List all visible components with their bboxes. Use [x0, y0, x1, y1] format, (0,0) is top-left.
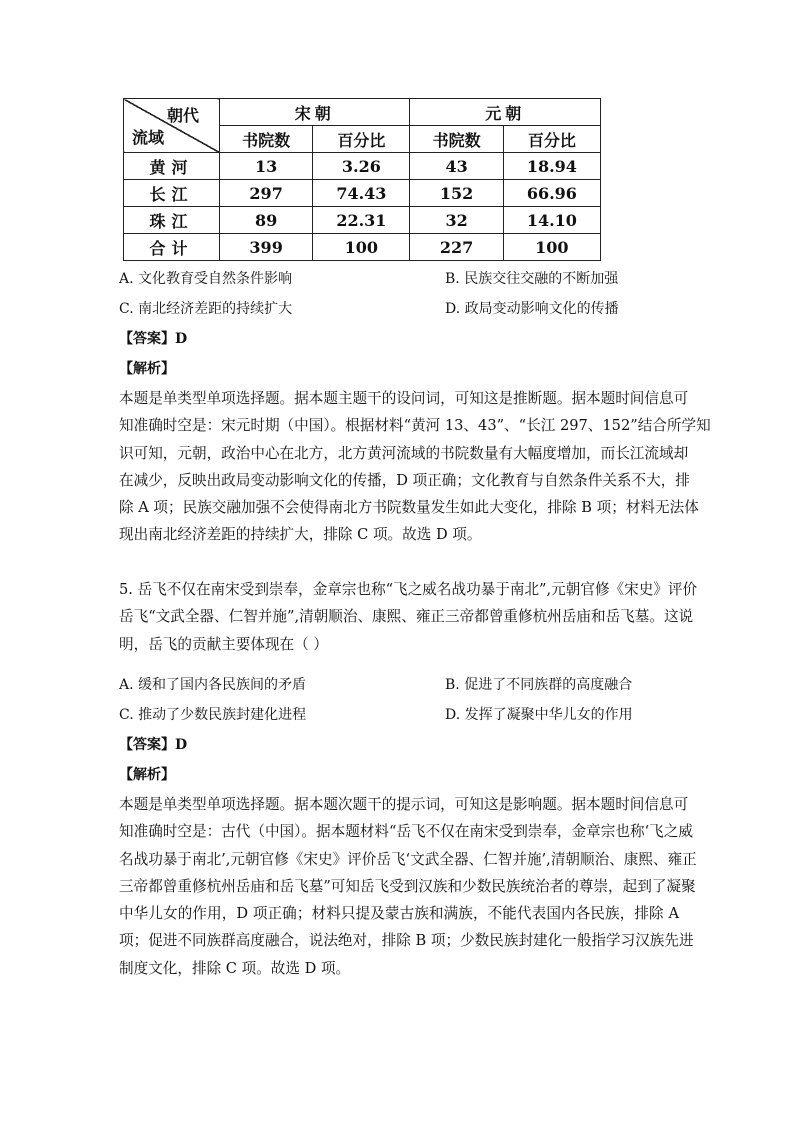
- q4-option-a: A. 文化教育受自然条件影响: [119, 271, 293, 287]
- stem-line: 岳飞“文武全器、仁智并施”,清朝顺治、康熙、雍正三帝都曾重修杭州岳庙和岳飞墓。这说: [119, 608, 694, 626]
- row-label: 合计: [124, 234, 220, 261]
- table-cell: 399: [220, 234, 313, 261]
- table-cell: 66.96: [503, 180, 600, 207]
- q4-analysis: [119, 385, 711, 549]
- analysis-line: 项；促进不同族群高度融合，说法绝对，排除 B 项；少数民族封建化一般指学习汉族先进: [119, 932, 694, 950]
- q5-stem: [119, 576, 698, 658]
- header-river-basin: 流域: [132, 128, 165, 147]
- analysis-line: 识可知，元朝，政治中心在北方，北方黄河流域的书院数量有大幅度增加，而长江流域却: [119, 444, 689, 462]
- q5-option-d: D. 发挥了凝聚中华儿女的作用: [445, 707, 633, 723]
- table-cell: 74.43: [313, 180, 410, 207]
- table-cell: 89: [220, 207, 313, 234]
- q5-option-c: C. 推动了少数民族封建化进程: [119, 707, 307, 723]
- stem-line: 明，岳飞的贡献主要体现在（ ）: [119, 635, 328, 653]
- q4-option-c: C. 南北经济差距的持续扩大: [119, 301, 293, 317]
- table-row: [124, 153, 601, 180]
- subheader-cell: 百分比: [313, 126, 410, 153]
- header-song: 宋朝: [220, 99, 410, 126]
- analysis-line: 除 A 项；民族交融加强不会使得南北方书院数量发生如此大变化，排除 B 项；材料无法体: [119, 499, 699, 517]
- analysis-line: 制度文化，排除 C 项。故选 D 项。: [119, 959, 351, 977]
- table-cell: 100: [503, 234, 600, 261]
- table-cell: 14.10: [503, 207, 600, 234]
- analysis-line: 三帝都曾重修杭州岳庙和岳飞墓”可知岳飞受到汉族和少数民族统治者的尊崇，起到了凝聚: [119, 877, 696, 895]
- analysis-line: 本题是单类型单项选择题。据本题次题干的提示词，可知这是影响题。据本题时间信息可: [119, 796, 689, 813]
- table-cell: 3.26: [313, 153, 410, 180]
- subheader-cell: 书院数: [410, 126, 503, 153]
- subheader-cell: 百分比: [503, 126, 600, 153]
- table-cell: 22.31: [313, 207, 410, 234]
- table-cell: 100: [313, 234, 410, 261]
- q5-analysis: [119, 791, 697, 982]
- analysis-line: 名战功暴于南北’,元朝官修《宋史》评价岳飞‘文武全器、仁智并施’,清朝顺治、康熙、雍正: [119, 850, 697, 868]
- analysis-line: 中华儿女的作用，D 项正确；材料只提及蒙古族和满族，不能代表国内各民族，排除 A: [119, 905, 679, 923]
- analysis-line: 现出南北经济差距的持续扩大，排除 C 项。故选 D 项。: [119, 526, 482, 544]
- analysis-line: 知准确时空是：宋元时期（中国）。根据材料“黄河 13、43”、“长江 297、152”结合所学知: [119, 417, 711, 435]
- q5-analysis-label: 【解析】: [119, 767, 175, 783]
- row-label: 珠江: [124, 207, 220, 234]
- header-dynasty: 朝代: [166, 106, 199, 125]
- subheader-cell: 书院数: [220, 126, 313, 153]
- analysis-line: 知准确时空是：古代（中国）。据本题材料“岳飞不仅在南宋受到崇奉，金章宗也称‘飞之威: [119, 823, 693, 841]
- q4-option-d: D. 政局变动影响文化的传播: [445, 301, 619, 317]
- q4-analysis-label: 【解析】: [119, 361, 175, 377]
- analysis-line: 本题是单类型单项选择题。据本题主题干的设问词，可知这是推断题。据本题时间信息可: [119, 390, 689, 407]
- q5-option-b: B. 促进了不同族群的高度融合: [445, 677, 633, 693]
- q5-answer: 【答案】D: [119, 737, 188, 753]
- academy-statistics-table: [123, 98, 601, 261]
- stem-line: 5. 岳飞不仅在南宋受到崇奉，金章宗也称“飞之威名战功暴于南北”,元朝官修《宋史》评价: [119, 581, 698, 598]
- table-cell: 13: [220, 153, 313, 180]
- row-label: 长江: [124, 180, 220, 207]
- table-corner-header: [124, 99, 220, 153]
- analysis-line: 在减少，反映出政局变动影响文化的传播，D 项正确；文化教育与自然条件关系不大，排: [119, 471, 690, 489]
- header-yuan: 元朝: [410, 99, 601, 126]
- table-row: [124, 234, 601, 261]
- q4-option-b: B. 民族交往交融的不断加强: [445, 271, 619, 287]
- row-label: 黄河: [124, 153, 220, 180]
- q5-option-a: A. 缓和了国内各民族间的矛盾: [119, 677, 307, 693]
- table-cell: 32: [410, 207, 503, 234]
- q4-answer: 【答案】D: [119, 331, 188, 347]
- table-cell: 227: [410, 234, 503, 261]
- table-row: [124, 180, 601, 207]
- table-row: [124, 207, 601, 234]
- table-cell: 152: [410, 180, 503, 207]
- table-cell: 18.94: [503, 153, 600, 180]
- table-cell: 297: [220, 180, 313, 207]
- table-cell: 43: [410, 153, 503, 180]
